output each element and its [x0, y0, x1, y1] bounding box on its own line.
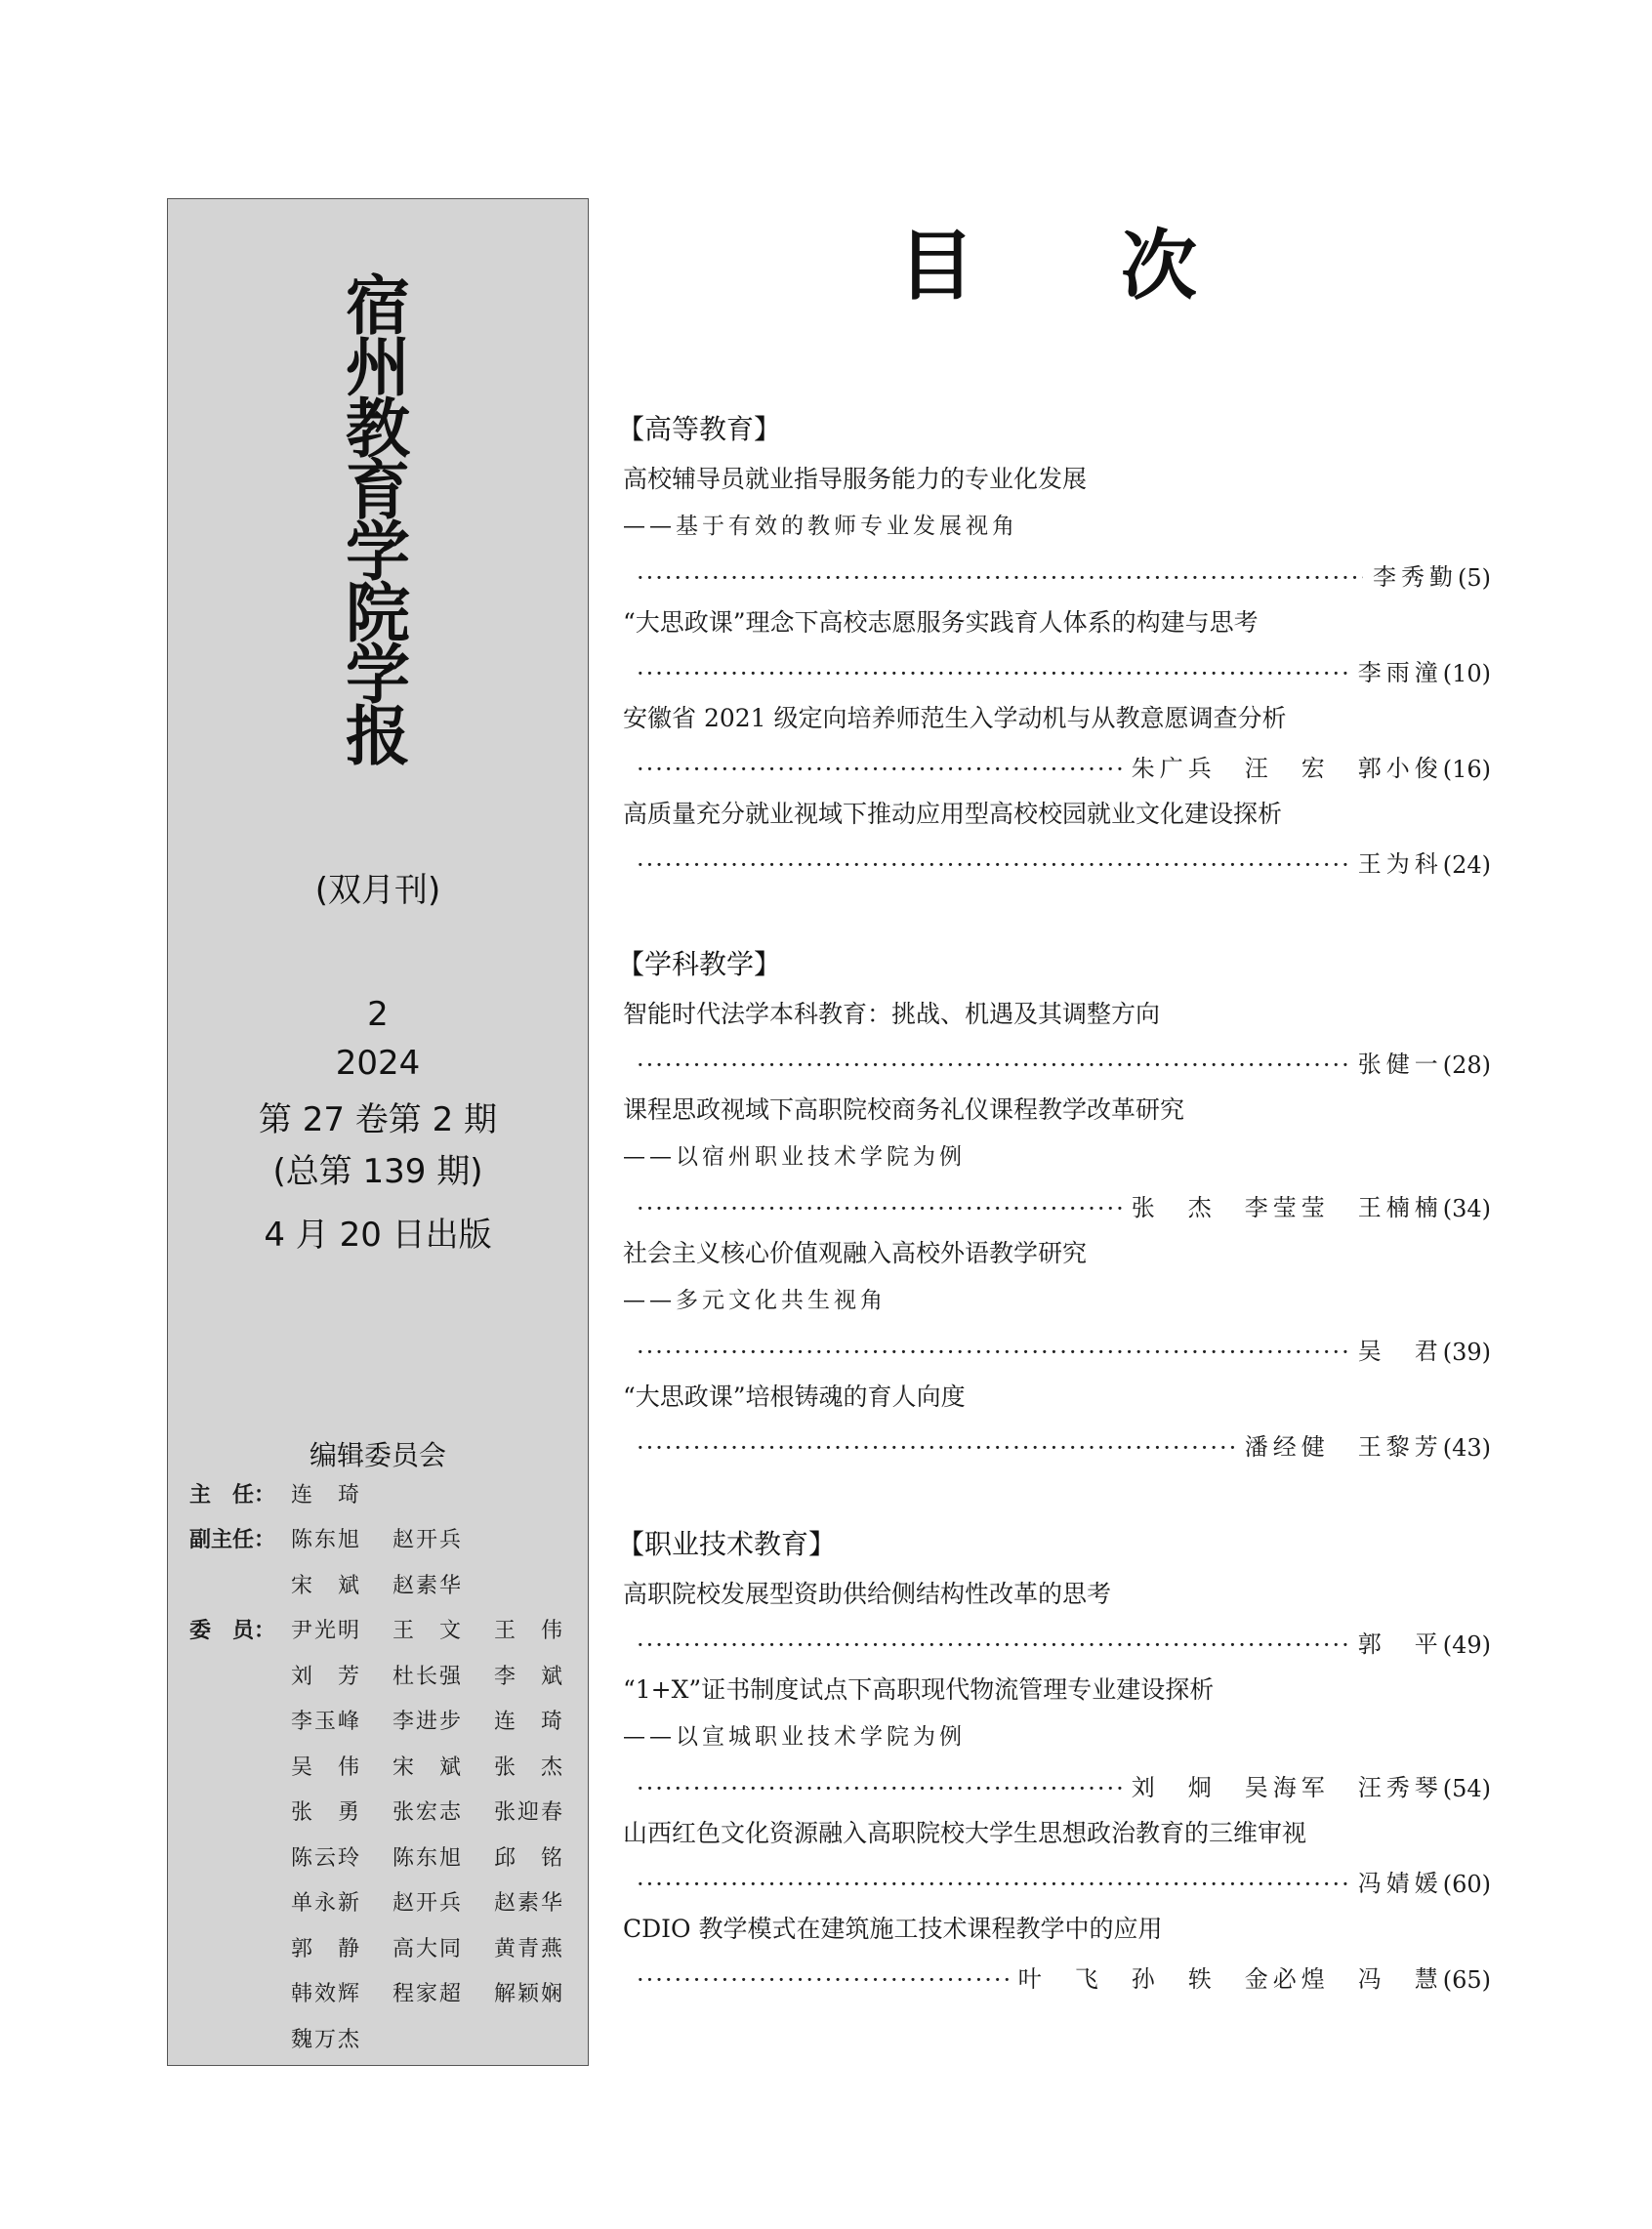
board-member-name: 尹光明	[291, 1619, 362, 1643]
journal-title	[168, 268, 588, 774]
toc-entry-line	[637, 1864, 1491, 1898]
board-member-name: 刘 芳	[291, 1664, 362, 1689]
issue-year: 2024	[335, 1044, 421, 1083]
board-row	[189, 1478, 392, 1507]
board-role: 副主任：	[189, 1528, 276, 1552]
article-title: 社会主义核心价值观融入高校外语教学研究	[623, 1239, 1088, 1267]
contents-title: 目次	[898, 222, 1344, 310]
title-char: 学	[346, 638, 410, 713]
toc-entry-line	[637, 557, 1491, 592]
title-char: 育	[346, 453, 410, 528]
toc-entry-line	[637, 1332, 1491, 1366]
board-member-name: 张 杰	[494, 1754, 565, 1780]
board-row	[189, 1524, 494, 1553]
page-number: (28)	[1442, 1052, 1491, 1079]
title-char: 院	[346, 576, 410, 651]
board-row	[189, 1660, 596, 1689]
article-authors: 潘经健 王黎芳	[1244, 1433, 1443, 1461]
board-row	[189, 1978, 596, 2007]
article-title: 高质量充分就业视域下推动应用型高校校园就业文化建设探析	[623, 800, 1283, 828]
page-number: (43)	[1442, 1434, 1491, 1462]
board-member-name: 张迎春	[494, 1800, 565, 1825]
page-number: (39)	[1442, 1339, 1491, 1366]
article-title: 高校辅导员就业指导服务能力的专业化发展	[623, 465, 1088, 493]
board-member-name: 单永新	[291, 1891, 362, 1916]
board-row	[189, 2023, 392, 2052]
board-member-name: 赵开兵	[392, 1891, 464, 1916]
board-member-name: 宋 斌	[291, 1573, 362, 1598]
board-member-name: 李 斌	[494, 1664, 565, 1689]
article-title: 智能时代法学本科教育：挑战、机遇及其调整方向	[623, 1000, 1161, 1028]
board-member-name: 赵素华	[494, 1891, 565, 1916]
board-member-name: 张 勇	[291, 1800, 362, 1825]
board-member-name: 陈东旭	[291, 1528, 362, 1552]
board-member-name: 赵开兵	[392, 1528, 464, 1552]
board-member-name: 解颖娴	[494, 1982, 565, 2006]
dot-leader	[637, 756, 1122, 783]
toc-entry-line	[637, 1960, 1491, 1994]
article-authors: 冯婧媛	[1357, 1870, 1443, 1897]
article-subtitle: ——以宣城职业技术学院为例	[623, 1724, 966, 1750]
board-member-name: 郭 静	[291, 1936, 362, 1961]
board-member-name: 高大同	[392, 1936, 464, 1961]
article-title: 高职院校发展型资助供给侧结构性改革的思考	[623, 1580, 1112, 1608]
volume-issue: 第 27 卷第 2 期	[258, 1100, 498, 1139]
board-member-name: 张宏志	[392, 1800, 464, 1825]
article-title: “大思政课”培根铸魂的育人向度	[623, 1383, 966, 1411]
page-number: (60)	[1442, 1871, 1491, 1898]
board-row	[189, 1932, 596, 1961]
dot-leader	[637, 851, 1348, 879]
article-authors: 郭 平	[1357, 1630, 1443, 1658]
article-authors: 张健一	[1357, 1051, 1443, 1078]
article-authors: 朱广兵 汪 宏 郭小俊	[1131, 755, 1443, 782]
title-char: 宿	[346, 268, 410, 344]
board-member-name: 连 琦	[291, 1482, 362, 1507]
toc-entry-line	[637, 1427, 1491, 1462]
article-title: CDIO 教学模式在建筑施工技术课程教学中的应用	[623, 1915, 1163, 1943]
page-number: (5)	[1458, 564, 1491, 592]
title-char: 学	[346, 515, 410, 590]
toc-entry-line	[637, 845, 1491, 879]
page-number: (10)	[1442, 660, 1491, 687]
board-row	[189, 1615, 596, 1644]
article-subtitle: ——以宿州职业技术学院为例	[623, 1144, 966, 1170]
dot-leader	[637, 1631, 1348, 1659]
board-member-name: 李进步	[392, 1710, 464, 1734]
page-number: (54)	[1442, 1775, 1491, 1802]
publication-frequency: (双月刊)	[314, 871, 441, 910]
page-number: (34)	[1442, 1195, 1491, 1222]
article-authors: 刘 炯 吴海军 汪秀琴	[1131, 1774, 1443, 1801]
issue-number: 2	[367, 995, 389, 1034]
title-char: 州	[346, 330, 410, 405]
total-issue: (总第 139 期)	[272, 1152, 483, 1191]
toc-entry-line	[637, 749, 1491, 783]
article-authors: 李秀勤	[1373, 563, 1458, 591]
article-subtitle: ——基于有效的教师专业发展视角	[623, 514, 1018, 539]
toc-entry-line	[637, 1045, 1491, 1079]
board-row	[189, 1706, 596, 1735]
page-number: (24)	[1442, 851, 1491, 879]
toc-entry-line	[637, 1188, 1491, 1222]
dot-leader	[637, 660, 1348, 687]
board-role: 主 任：	[189, 1482, 276, 1507]
article-authors: 张 杰 李莹莹 王楠楠	[1131, 1194, 1443, 1221]
board-member-name: 吴 伟	[291, 1754, 362, 1780]
publication-date: 4 月 20 日出版	[264, 1216, 492, 1255]
board-row	[189, 1887, 596, 1917]
dot-leader	[637, 1195, 1122, 1222]
article-authors: 王为科	[1357, 850, 1443, 878]
article-title: “大思政课”理念下高校志愿服务实践育人体系的构建与思考	[623, 608, 1259, 637]
article-authors: 吴 君	[1357, 1338, 1443, 1365]
title-char: 教	[346, 392, 410, 467]
board-member-name: 黄青燕	[494, 1936, 565, 1961]
board-member-name: 陈云玲	[291, 1845, 362, 1871]
article-authors: 叶 飞 孙 轶 金必煌 冯 慧	[1017, 1965, 1443, 1993]
article-title: 山西红色文化资源融入高职院校大学生思想政治教育的三维审视	[623, 1819, 1307, 1847]
dot-leader	[637, 564, 1363, 592]
section-heading: 【高等教育】	[617, 413, 782, 445]
dot-leader	[637, 1775, 1122, 1802]
dot-leader	[637, 1966, 1009, 1994]
article-title: 安徽省 2021 级定向培养师范生入学动机与从教意愿调查分析	[623, 704, 1287, 732]
board-role: 委 员：	[189, 1619, 276, 1643]
board-row	[189, 1796, 596, 1826]
page-number: (49)	[1442, 1631, 1491, 1659]
board-row	[189, 1841, 596, 1871]
board-member-name: 连 琦	[494, 1710, 565, 1734]
board-member-name: 杜长强	[392, 1664, 464, 1689]
page-number: (65)	[1442, 1966, 1491, 1994]
board-member-name: 魏万杰	[291, 2027, 362, 2052]
board-member-name: 李玉峰	[291, 1710, 362, 1734]
title-char: 报	[346, 699, 410, 774]
toc-entry-line	[637, 1768, 1491, 1802]
article-title: 课程思政视域下高职院校商务礼仪课程教学改革研究	[623, 1095, 1185, 1124]
dot-leader	[637, 1052, 1348, 1079]
board-member-name: 韩效辉	[291, 1982, 362, 2006]
board-row	[189, 1751, 596, 1780]
board-member-name: 赵素华	[392, 1573, 464, 1598]
masthead-panel	[167, 198, 589, 2066]
article-authors: 李雨潼	[1357, 659, 1443, 686]
board-member-name: 王 伟	[494, 1619, 565, 1643]
board-row	[189, 1569, 494, 1598]
toc-entry-line	[637, 1625, 1491, 1659]
article-subtitle: ——多元文化共生视角	[623, 1288, 887, 1313]
board-member-name: 程家超	[392, 1982, 464, 2006]
section-heading: 【学科教学】	[617, 948, 782, 980]
board-member-name: 王 文	[392, 1619, 464, 1643]
section-heading: 【职业技术教育】	[617, 1528, 837, 1560]
board-member-name: 邱 铭	[494, 1845, 565, 1871]
dot-leader	[637, 1339, 1348, 1366]
dot-leader	[637, 1434, 1235, 1462]
editorial-board-heading: 编辑委员会	[309, 1439, 446, 1471]
board-member-name: 宋 斌	[392, 1754, 464, 1780]
board-member-name: 陈东旭	[392, 1845, 464, 1871]
toc-entry-line	[637, 653, 1491, 687]
article-title: “1+X”证书制度试点下高职现代物流管理专业建设探析	[623, 1675, 1215, 1704]
page-number: (16)	[1442, 756, 1491, 783]
dot-leader	[637, 1871, 1348, 1898]
